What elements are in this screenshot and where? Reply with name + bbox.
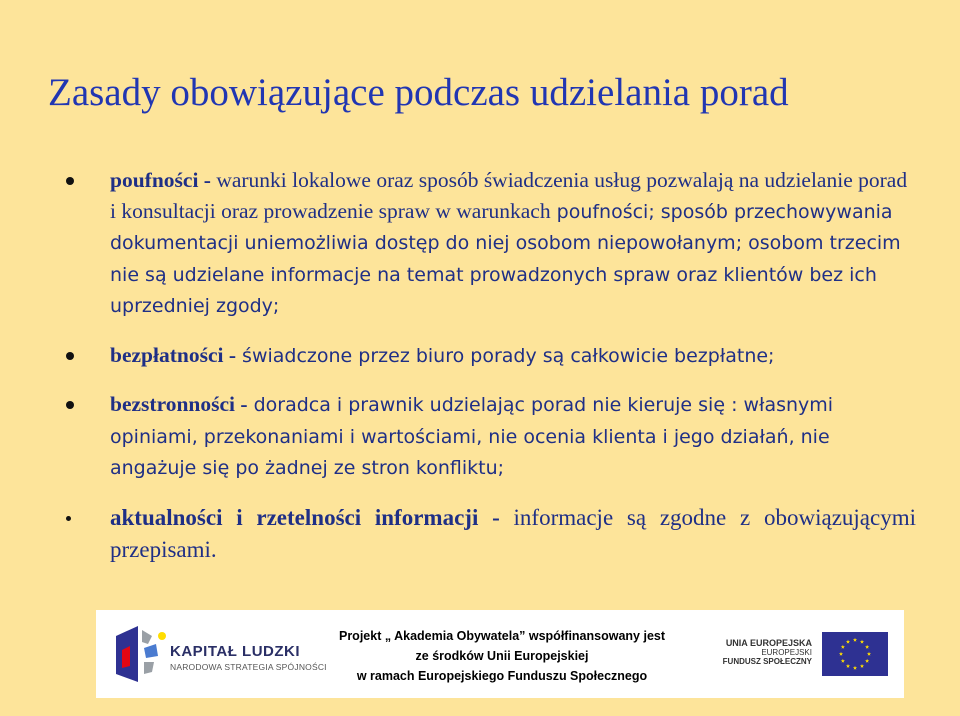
slide-title: Zasady obowiązujące podczas udzielania porad [48, 71, 789, 114]
term-label: aktualności i rzetelności informacji - [110, 504, 500, 530]
eu-flag-icon [822, 632, 888, 676]
item-text: warunki lokalowe oraz sposób świadczenia usług pozwalają na udzielanie porad i konsultacji oraz prowadzenie spraw w warunkach [110, 168, 908, 223]
principles-list [66, 165, 916, 584]
eu-line-1: UNIA EUROPEJSKA [725, 638, 812, 648]
program-subtitle: NARODOWA STRATEGIA SPÓJNOŚCI [170, 662, 327, 672]
bullet-dot [66, 401, 74, 409]
bullet-dot [66, 177, 74, 185]
term-label: poufności - [110, 168, 211, 192]
program-name: KAPITAŁ LUDZKI [170, 643, 301, 660]
item-text: informacje są zgodne z obowiązującymi przepisami. [110, 504, 917, 562]
project-line-1: Projekt „ Akademia Obywatela” współfinansowany jest [338, 629, 666, 643]
project-line-2: ze środków Unii Europejskiej [415, 649, 589, 663]
term-label: bezstronności - [110, 392, 248, 416]
list-item-confidentiality [66, 165, 916, 322]
project-funding-note [322, 626, 682, 686]
eu-label [708, 638, 812, 666]
bullet-dot [66, 516, 71, 521]
bullet-dot [66, 352, 74, 360]
list-item-accuracy [66, 502, 916, 566]
list-item-free-of-charge [66, 340, 916, 372]
item-text: doradca i prawnik udzielając porad nie kieruje się : własnymi opiniami, przekonaniami i wartościami, nie ocenia klienta i jego działań, nie angażuje się po żadnej ze stron konfliktu; [110, 394, 834, 479]
term-label: bezpłatności - [110, 342, 237, 367]
item-text: świadczone przez biuro porady są całkowicie bezpłatne; [236, 344, 775, 367]
kapital-ludzki-logo-icon [108, 622, 178, 686]
eu-line-3: FUNDUSZ SPOŁECZNY [722, 657, 812, 666]
project-line-3: w ramach Europejskiego Funduszu Społecznego [356, 669, 648, 683]
funding-footer [96, 610, 904, 698]
item-text: poufności; sposób przechowywania dokumentacji uniemożliwia dostęp do niej osobom niepowołanym; osobom trzecim nie są udzielane informacje na temat prowadzonych spraw oraz klientów bez ich uprzedniej zgody; [110, 200, 901, 317]
eu-line-2: EUROPEJSKI [761, 648, 812, 657]
list-item-impartiality [66, 389, 916, 484]
